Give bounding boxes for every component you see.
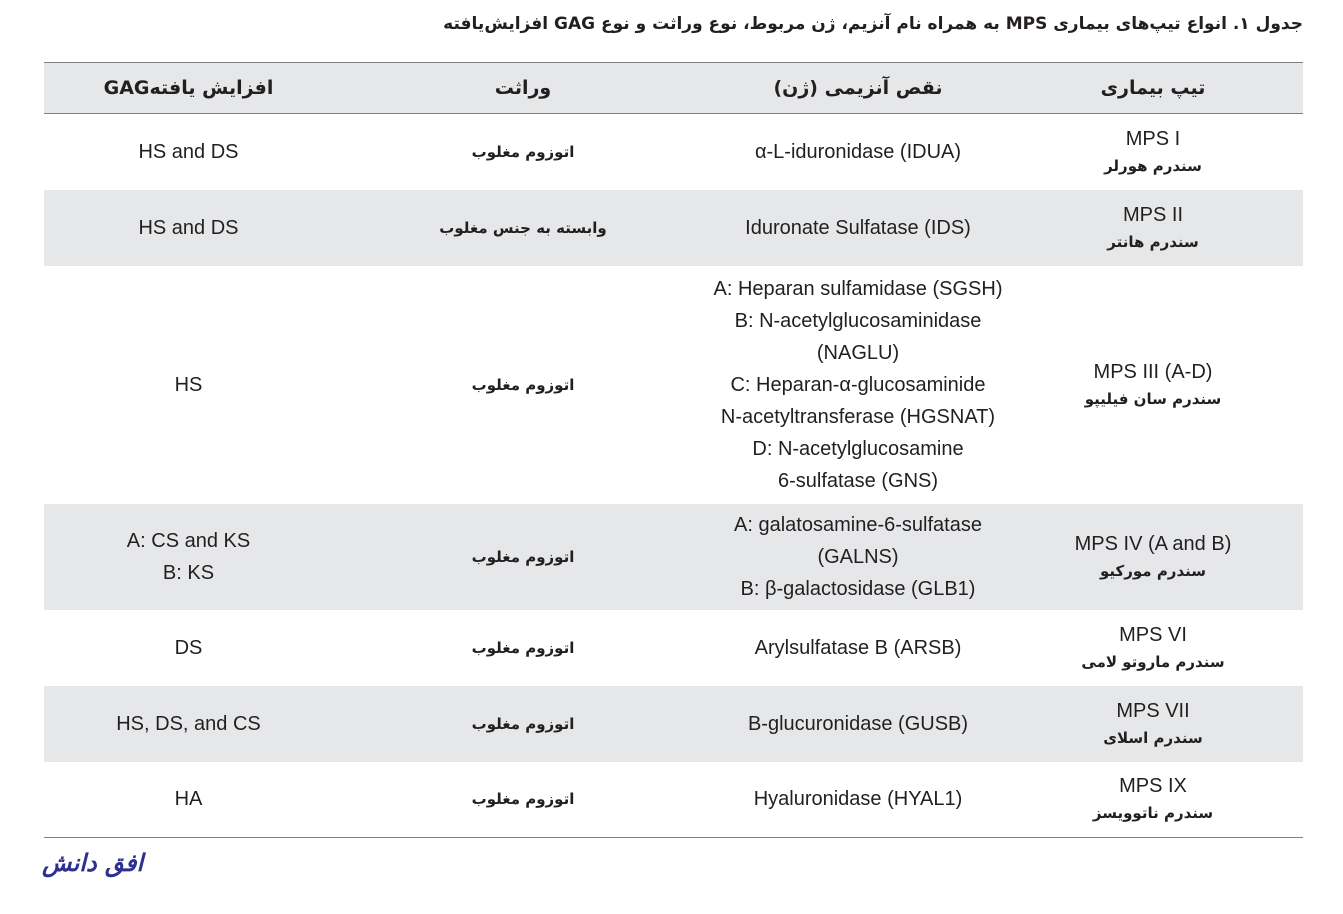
table-caption: جدول ۱. انواع تیپ‌های بیماری MPS به همراه نام آنزیم، ژن مربوط، نوع وراثت و نوع GAG افزایش‌یافته — [443, 14, 1303, 34]
cell-inheritance — [333, 686, 713, 762]
type-persian: سندرم اسلای — [1103, 728, 1203, 747]
cell-inheritance — [333, 266, 713, 504]
cell-enzyme — [713, 504, 1003, 610]
enzyme-line: α-L-iduronidase (IDUA) — [754, 140, 962, 163]
type-english: MPS I — [1125, 127, 1181, 150]
cell-enzyme — [713, 762, 1003, 838]
type-english: MPS VI — [1119, 623, 1187, 646]
cell-enzyme — [713, 686, 1003, 762]
cell-enzyme — [713, 190, 1003, 266]
table-row — [44, 190, 1303, 266]
gag-line: HS and DS — [138, 140, 239, 163]
enzyme-line: D: N-acetylglucosamine — [752, 437, 964, 460]
cell-gag — [44, 762, 333, 838]
type-english: MPS VII — [1116, 699, 1190, 722]
inheritance-text: اتوزوم مغلوب — [471, 375, 575, 394]
type-english: MPS IX — [1119, 775, 1187, 798]
cell-inheritance — [333, 610, 713, 686]
enzyme-line: B-glucuronidase (GUSB) — [747, 712, 969, 735]
gag-line: HS, DS, and CS — [116, 712, 261, 735]
enzyme-line: (GALNS) — [817, 545, 899, 568]
inheritance-text: اتوزوم مغلوب — [471, 638, 575, 657]
cell-type — [1003, 762, 1303, 838]
header-enzyme: نقص آنزیمی (ژن) — [713, 63, 1003, 114]
cell-enzyme — [713, 266, 1003, 504]
cell-gag — [44, 610, 333, 686]
cell-inheritance — [333, 114, 713, 190]
cell-inheritance — [333, 190, 713, 266]
cell-gag — [44, 504, 333, 610]
inheritance-text: اتوزوم مغلوب — [471, 547, 575, 566]
gag-line: HS — [174, 373, 203, 396]
type-persian: سندرم ناتوویسز — [1092, 804, 1214, 823]
cell-gag — [44, 114, 333, 190]
inheritance-text: اتوزوم مغلوب — [471, 714, 575, 733]
table-header-row — [44, 63, 1303, 114]
gag-line: DS — [174, 636, 203, 659]
type-persian: سندرم ماروتو لامی — [1081, 652, 1225, 671]
cell-type — [1003, 610, 1303, 686]
enzyme-line: B: N-acetylglucosaminidase — [734, 309, 982, 332]
enzyme-line: Arylsulfatase B (ARSB) — [754, 636, 962, 659]
table-row — [44, 762, 1303, 838]
enzyme-line: 6-sulfatase (GNS) — [777, 469, 939, 492]
gag-line: B: KS — [162, 561, 215, 584]
cell-inheritance — [333, 762, 713, 838]
type-persian: سندرم هورلر — [1104, 156, 1202, 175]
inheritance-text: اتوزوم مغلوب — [471, 790, 575, 809]
inheritance-text: وابسته به جنس مغلوب — [439, 218, 607, 237]
cell-enzyme — [713, 610, 1003, 686]
table-row — [44, 266, 1303, 504]
enzyme-line: C: Heparan-α-glucosaminide — [730, 373, 986, 396]
table-row — [44, 610, 1303, 686]
enzyme-line: B: β-galactosidase (GLB1) — [740, 577, 976, 600]
gag-line: HA — [174, 788, 203, 811]
header-inheritance: وراثت — [333, 63, 713, 114]
cell-gag — [44, 266, 333, 504]
type-persian: سندرم مورکیو — [1100, 561, 1206, 580]
enzyme-line: Hyaluronidase (HYAL1) — [753, 788, 963, 811]
type-persian: سندرم سان فیلیپو — [1084, 389, 1222, 408]
type-english: MPS III (A-D) — [1093, 360, 1213, 383]
mps-table — [44, 62, 1303, 838]
journal-logo: افق دانش — [42, 848, 144, 877]
enzyme-line: Iduronate Sulfatase (IDS) — [745, 216, 971, 239]
cell-gag — [44, 686, 333, 762]
cell-type — [1003, 114, 1303, 190]
gag-line: HS and DS — [138, 216, 239, 239]
enzyme-line: N-acetyltransferase (HGSNAT) — [720, 405, 996, 428]
header-type: تیپ بیماری — [1003, 63, 1303, 114]
table-row — [44, 686, 1303, 762]
cell-type — [1003, 686, 1303, 762]
enzyme-line: A: Heparan sulfamidase (SGSH) — [713, 277, 1003, 300]
header-gag: افزایش یافتهGAG — [44, 63, 333, 114]
gag-line: A: CS and KS — [126, 529, 251, 552]
type-persian: سندرم هانتر — [1107, 232, 1199, 251]
cell-enzyme — [713, 114, 1003, 190]
type-english: MPS IV (A and B) — [1074, 532, 1232, 555]
cell-inheritance — [333, 504, 713, 610]
table-row — [44, 504, 1303, 610]
enzyme-line: A: galatosamine-6-sulfatase — [734, 513, 982, 536]
cell-type — [1003, 190, 1303, 266]
cell-type — [1003, 504, 1303, 610]
table-row — [44, 114, 1303, 190]
type-english: MPS II — [1122, 203, 1183, 226]
inheritance-text: اتوزوم مغلوب — [471, 142, 575, 161]
cell-type — [1003, 266, 1303, 504]
cell-gag — [44, 190, 333, 266]
enzyme-line: (NAGLU) — [816, 341, 900, 364]
